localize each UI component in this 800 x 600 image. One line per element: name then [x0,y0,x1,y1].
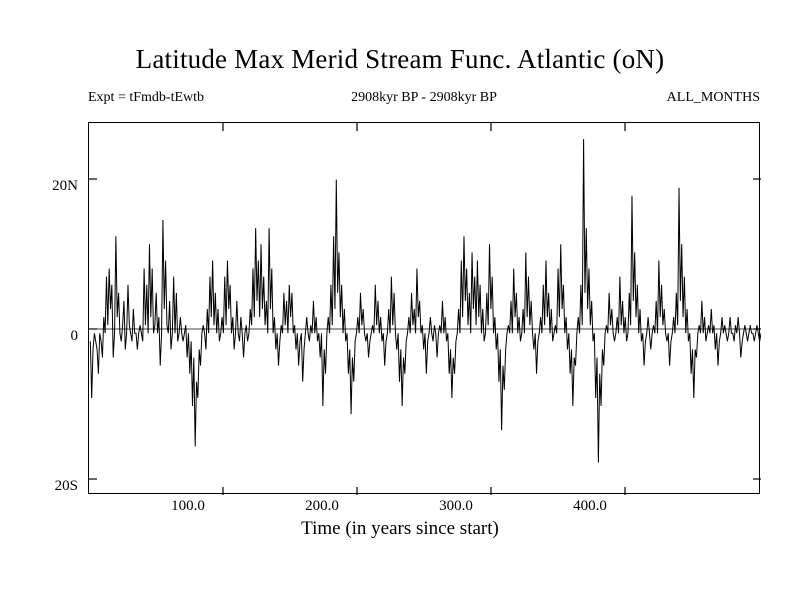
data-series-line [90,139,761,462]
y-tick-label-20n: 20N [52,178,78,194]
experiment-label: Expt = tFmdb-tEwtb [88,90,205,105]
timeseries-plot [89,123,761,495]
x-tick-label-400: 400.0 [573,498,607,514]
y-tick-label-0: 0 [70,328,78,344]
x-tick-label-300: 300.0 [439,498,473,514]
subheader [88,90,760,110]
period-label: 2908kyr BP - 2908kyr BP [351,90,497,105]
page-title: Latitude Max Merid Stream Func. Atlantic (oN) [135,44,665,74]
y-tick-label-20s: 20S [54,478,78,494]
x-tick-label-200: 200.0 [305,498,339,514]
plot-area [88,122,760,494]
months-label: ALL_MONTHS [666,90,760,105]
x-axis-title: Time (in years since start) [301,518,499,539]
x-tick-label-100: 100.0 [171,498,205,514]
